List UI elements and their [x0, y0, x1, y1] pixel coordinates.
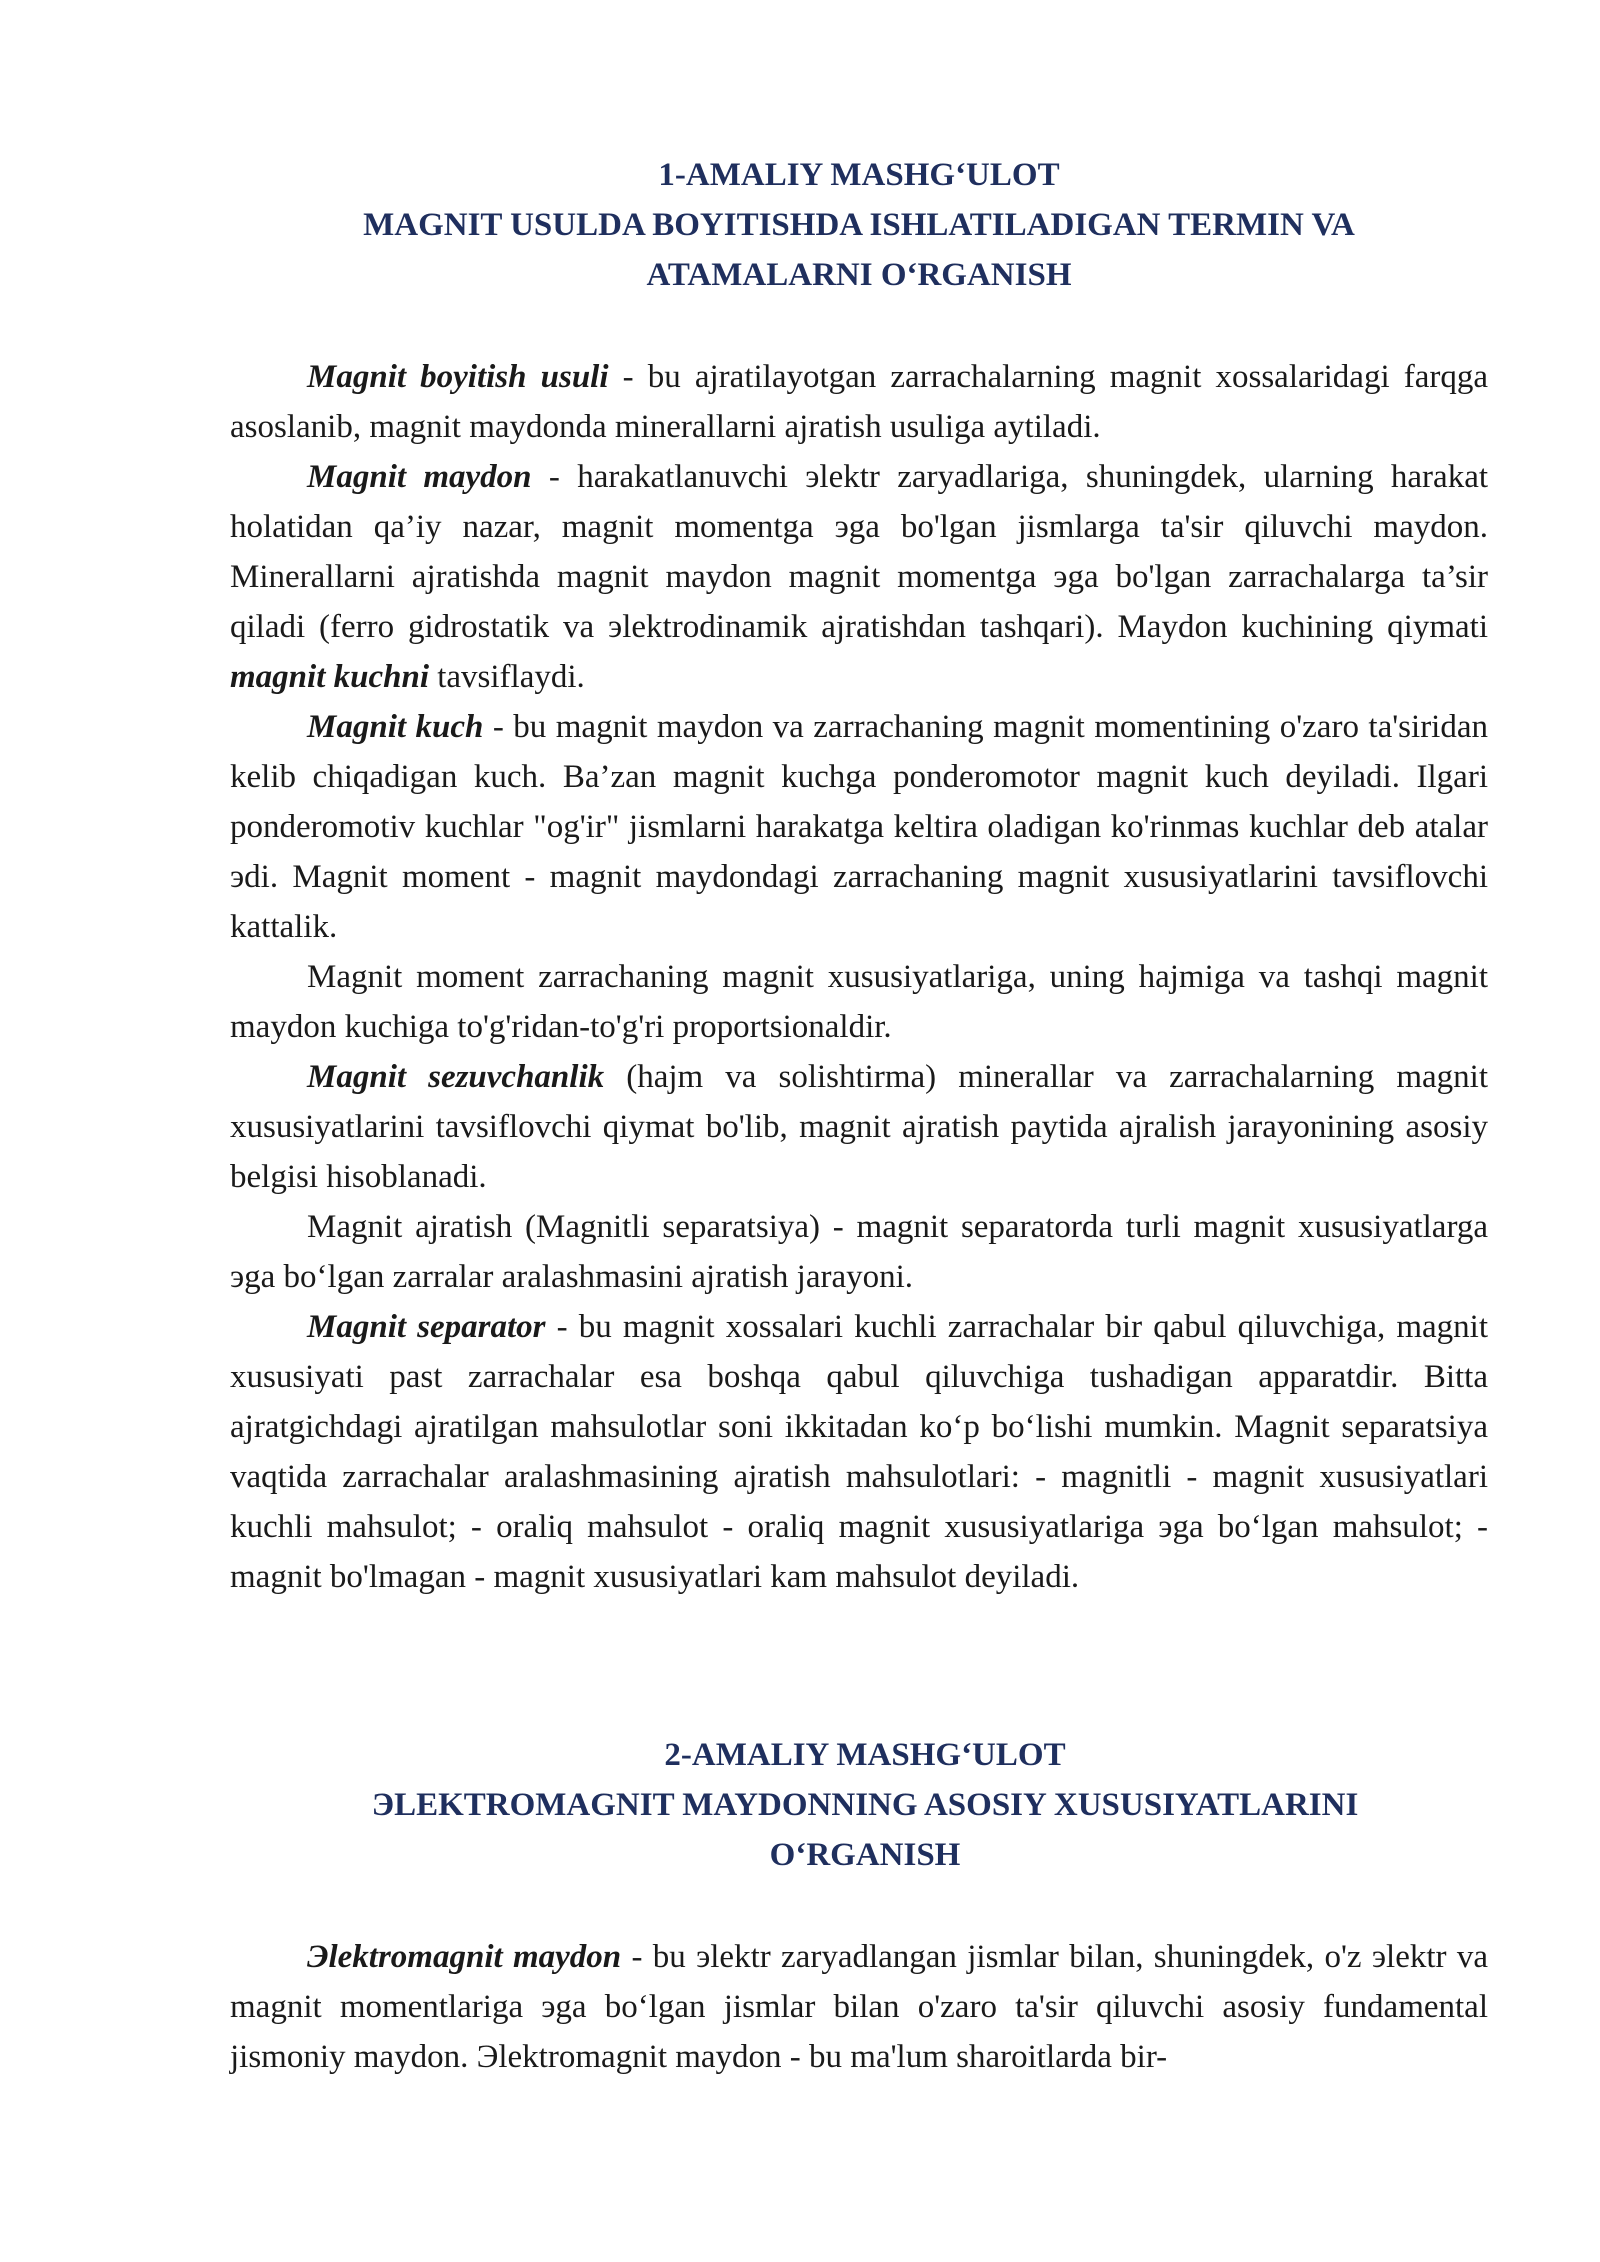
paragraph-text: tavsiflaydi. — [428, 659, 585, 695]
section2-title-line3: O‘RGANISH — [769, 1837, 961, 1873]
paragraph-text: Magnit ajratish (Magnitli separatsiya) - magnit separatorda turli magnit xususiyatlarga эga bo‘lgan zarralar aralashmasini ajratish jarayoni. — [230, 1209, 1488, 1295]
paragraph-magnit-ajratish — [230, 1202, 1488, 1302]
section1-heading — [230, 150, 1488, 300]
paragraph-magnit-separator — [230, 1302, 1488, 1602]
paragraph-magnit-kuch — [230, 702, 1488, 952]
term: Magnit sezuvchanlik — [307, 1059, 605, 1095]
term: Magnit kuch — [307, 709, 484, 745]
term: Magnit maydon — [307, 459, 532, 495]
paragraph-text: - bu эlektr zaryadlangan jismlar bilan, shuningdek, o'z эlektr va magnit momentlariga эga bo‘lgan jismlar bilan o'zaro ta'sir qiluvchi asosiy fundamental jismoniy maydon. Эlektromagnit maydon - bu ma'lum sharoitlarda bir- — [230, 1939, 1488, 2075]
paragraph-magnit-boyitish-usuli — [230, 352, 1488, 452]
paragraph-text: - harakatlanuvchi эlektr zaryadlariga, shuningdek, ularning harakat holatidan qa’iy nazar, magnit momentga эga bo'lgan jismlarga ta'sir qiluvchi maydon. Minerallarni ajratishda magnit maydon magnit momentga эga bo'lgan zarrachalarga ta’sir qiladi (ferro gidrostatik va эlektrodinamik ajratishdan tashqari). Maydon kuchining qiymati — [230, 459, 1489, 645]
section2-title-line2: ЭLEKTROMAGNIT MAYDONNING ASOSIY XUSUSIYATLARINI — [371, 1787, 1359, 1823]
paragraph-magnit-sezuvchanlik — [230, 1052, 1488, 1202]
section2-body — [230, 1932, 1488, 2082]
section1-title-line2: MAGNIT USULDA BOYITISHDA ISHLATILADIGAN TERMIN VA — [363, 207, 1355, 243]
paragraph-text: - bu ajratilayotgan zarrachalarning magnit xossalaridagi farqga asoslanib, magnit maydonda minerallarni ajratish usuliga aytiladi. — [230, 359, 1489, 445]
paragraph-text: Magnit moment zarrachaning magnit xususiyatlariga, uning hajmiga va tashqi magnit maydon kuchiga to'g'ridan-to'g'ri proportsionaldir. — [230, 959, 1488, 1045]
section1-title-line3: ATAMALARNI O‘RGANISH — [646, 257, 1072, 293]
paragraph-magnit-moment — [230, 952, 1488, 1052]
term: Magnit separator — [307, 1309, 546, 1345]
section2-heading — [250, 1730, 1480, 1880]
paragraph-text: (hajm va solishtirma) minerallar va zarrachalarning magnit xususiyatlarini tavsiflovchi qiymat bo'lib, magnit ajratish paytida ajralish jarayonining asosiy belgisi hisoblanadi. — [230, 1059, 1488, 1195]
term: Эlektromagnit maydon — [307, 1939, 622, 1975]
section1-body — [230, 352, 1488, 1602]
section1-title-line1: 1-AMALIY MASHG‘ULOT — [658, 157, 1060, 193]
section2-title-line1: 2-AMALIY MASHG‘ULOT — [664, 1737, 1066, 1773]
paragraph-text: - bu magnit xossalari kuchli zarrachalar bir qabul qiluvchiga, magnit xususiyati past zarrachalar esa boshqa qabul qiluvchiga tushadigan apparatdir. Bitta ajratgichdagi ajratilgan mahsulotlar soni ikkitadan ko‘p bo‘lishi mumkin. Magnit separatsiya vaqtida zarrachalar aralashmasining ajratish mahsulotlari: - magnitli - magnit xususiyatlari kuchli mahsulot; - oraliq mahsulot - oraliq magnit xususiyatlariga эga bo‘lgan mahsulot; - magnit bo'lmagan - magnit xususiyatlari kam mahsulot deyiladi. — [230, 1309, 1489, 1595]
paragraph-elektromagnit-maydon — [230, 1932, 1488, 2082]
term-inline: magnit kuchni — [230, 659, 429, 695]
term: Magnit boyitish usuli — [307, 359, 609, 395]
paragraph-magnit-maydon — [230, 452, 1488, 702]
paragraph-text: - bu magnit maydon va zarrachaning magnit momentining o'zaro ta'siridan kelib chiqadigan kuch. Ba’zan magnit kuchga ponderomotor magnit kuch deyiladi. Ilgari ponderomotiv kuchlar "og'ir" jismlarni harakatga keltira oladigan ko'rinmas kuchlar deb atalar эdi. Magnit moment - magnit maydondagi zarrachaning magnit xususiyatlarini tavsiflovchi kattalik. — [230, 709, 1488, 945]
